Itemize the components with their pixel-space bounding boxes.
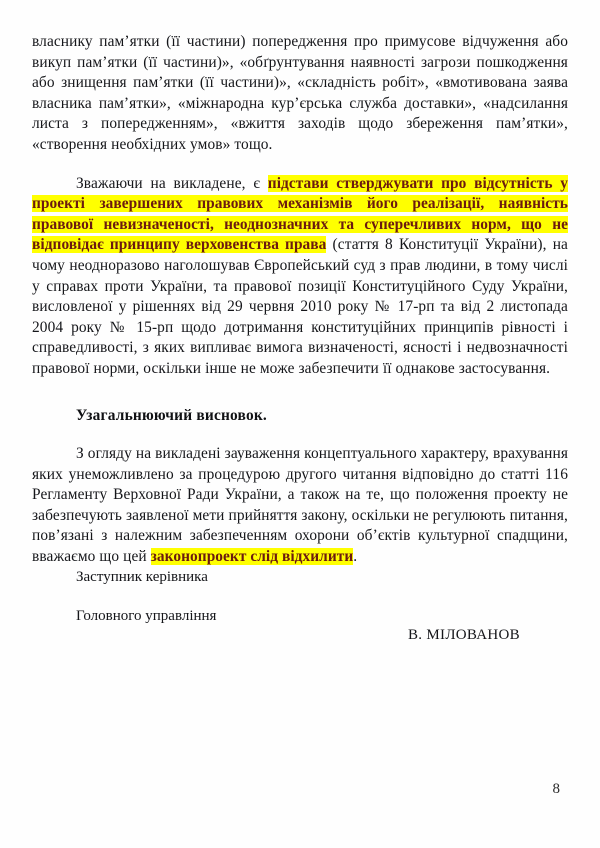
signatory-position [32, 548, 216, 646]
section-heading-summary: Узагальнюючий висновок. [76, 406, 267, 424]
section-spacer [32, 380, 568, 406]
paragraph-lead-text: Зважаючи на викладене, є [76, 174, 268, 192]
signatory-position-line-1: Заступник керівника [76, 568, 208, 585]
paragraph-spacer [32, 156, 568, 174]
highlighted-rejection-text: законопроект слід відхилити [150, 548, 354, 566]
signatory-name: В. МІЛОВАНОВ [407, 627, 520, 643]
paragraph-legal-certainty [32, 174, 568, 380]
final-paragraph-lead-text: З огляду на викладені зауваження концептуального характеру, врахування яких унеможливлено за процедурою другого читання відповідно до статті 116 Регламенту Верховної Ради України, а також на те, що положення проекту не забезпечують заявленої мети прийняття закону, оскільки не регулюють питання, пов’язані з належним забезпеченням охорони об’єктів культурної спадщини, вважаємо що цей [32, 445, 568, 566]
page-number: 8 [552, 781, 560, 797]
signature-block [32, 548, 568, 646]
highlighted-conclusion-text: підстави стверджувати про відсутність у проекті завершених правових механізмів його реалізації, наявність правової невизначеності, неоднозначних та суперечливих норм, що не відповідає принципу верховенства права [32, 174, 568, 254]
final-paragraph-trailing-text: . [353, 548, 358, 566]
paragraph-trailing-text: (стаття 8 Конституції України), на чому неодноразово наголошував Європейський суд з прав людини, в тому числі у справах проти України, та правової позиції Конституційного Суду України, висловленої у рішеннях від 29 червня 2010 року № 17-рп та від 2 листопада 2004 року № 15-рп щодо дотримання конституційних принципів рівності і справедливості, з яких випливає вимога визначеності, ясності і недвозначності правової норми, оскільки інше не може забезпечити її однакове застосування. [32, 236, 568, 377]
paragraph-quoted-terms: власнику пам’ятки (її частини) попередження про примусове відчуження або викуп пам’ятки (її частини)», «обґрунтування наявності загрози пошкодження або знищення пам’ятки (її частини)», «складність робіт», «вмотивована заява власника пам’ятки», «міжнародна кур’єрська служба доставки», «надсилання листа з попередженням», «вжиття заходів щодо збереження пам’ятки», «створення необхідних умов» тощо. [32, 33, 568, 153]
signatory-position-line-2: Головного управління [76, 607, 217, 624]
heading-spacer [32, 426, 568, 444]
document-body [32, 32, 568, 568]
